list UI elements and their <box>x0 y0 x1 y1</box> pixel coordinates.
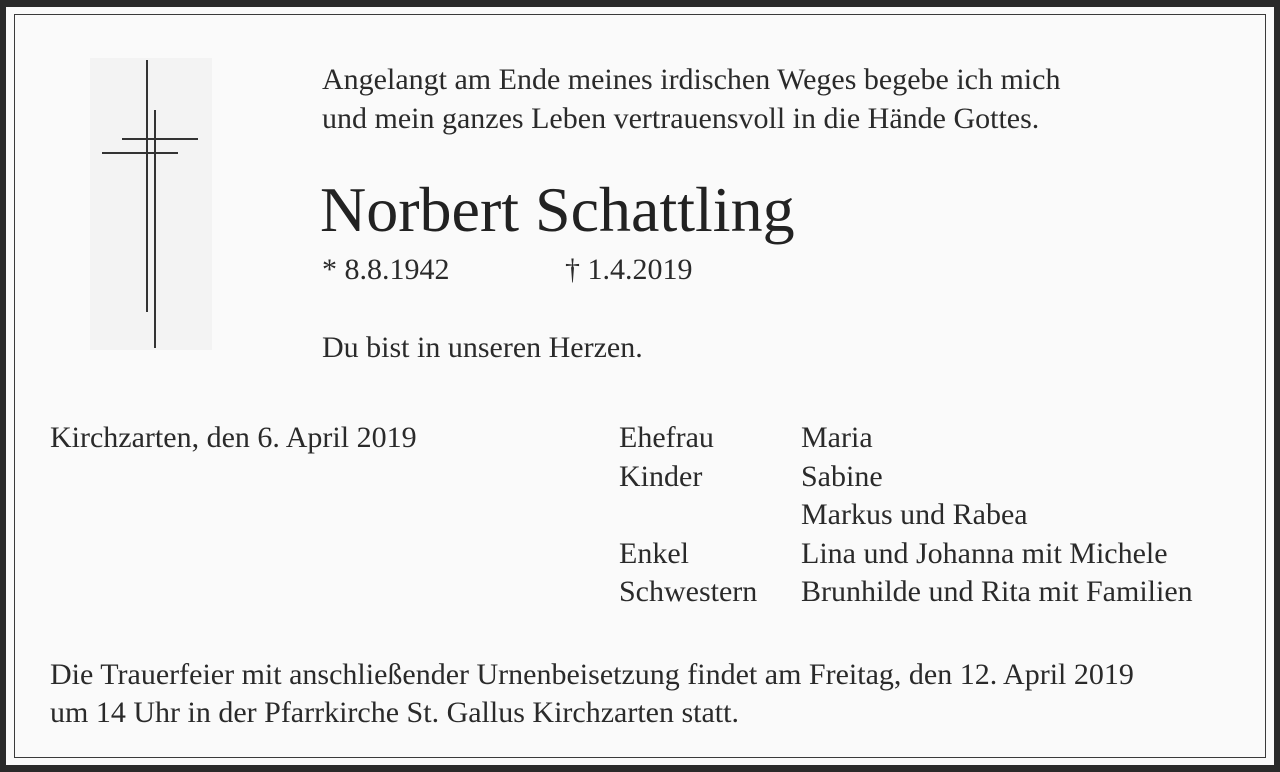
mourner-row <box>619 497 1193 536</box>
cross-icon <box>100 60 200 350</box>
mourner-relation: Ehefrau <box>619 421 714 454</box>
mourner-names: Sabine <box>801 459 883 493</box>
verse-line-1: Angelangt am Ende meines irdischen Weges begebe ich mich <box>322 63 1061 96</box>
service-line-2: um 14 Uhr in der Pfarrkirche St. Gallus Kirchzarten statt. <box>50 696 739 729</box>
mourner-relation: Enkel <box>619 536 689 570</box>
mourner-relation: Schwestern <box>619 575 758 608</box>
mourner-names: Lina und Johanna mit Michele <box>801 536 1168 570</box>
mourner-names: Maria <box>801 421 873 454</box>
deceased-name: Norbert Schattling <box>320 174 795 245</box>
mourner-row <box>619 574 1193 613</box>
mourner-names: Markus und Rabea <box>801 498 1028 531</box>
service-announcement <box>50 656 1134 732</box>
death-date: † 1.4.2019 <box>565 253 693 286</box>
mourner-relation <box>619 497 801 536</box>
mourner-relation: Kinder <box>619 459 703 493</box>
birth-date: * 8.8.1942 <box>322 253 450 286</box>
mourners-list <box>619 420 1193 613</box>
motto: Du bist in unseren Herzen. <box>322 331 643 364</box>
service-line-1: Die Trauerfeier mit anschließender Urnenbeisetzung findet am Freitag, den 12. April 2019 <box>50 658 1134 691</box>
mourner-row <box>619 459 1193 498</box>
mourner-names: Brunhilde und Rita mit Familien <box>801 575 1193 608</box>
place-date: Kirchzarten, den 6. April 2019 <box>50 421 417 454</box>
mourner-row <box>619 536 1193 575</box>
verse-line-2: und mein ganzes Leben vertrauensvoll in die Hände Gottes. <box>322 102 1040 135</box>
verse <box>322 60 1060 138</box>
mourner-row <box>619 420 1193 459</box>
